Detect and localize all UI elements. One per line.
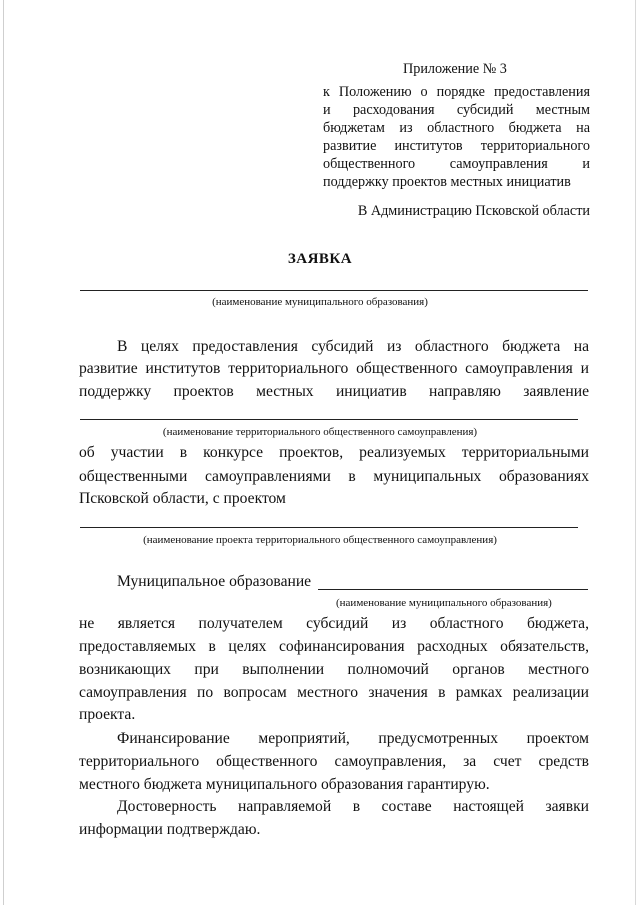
- project-name-blank-line: [80, 527, 578, 528]
- appendix-title: Приложение № 3: [403, 61, 507, 77]
- paragraph-line: Финансирование мероприятий, предусмотренных проектом: [117, 730, 589, 747]
- paragraph-line: Псковской области, с проектом: [79, 490, 286, 507]
- paragraph-line: территориального общественного самоуправления, за счет средств: [79, 753, 589, 770]
- paragraph-line: об участии в конкурсе проектов, реализуемых территориальными: [79, 444, 589, 461]
- addressee: В Администрацию Псковской области: [357, 203, 590, 219]
- paragraph-line: развитие институтов территориального общественного самоуправления и: [79, 360, 589, 377]
- municipality-caption-2: (наименование муниципального образования): [336, 597, 552, 609]
- paragraph-line: не является получателем субсидий из областного бюджета,: [79, 615, 589, 632]
- paragraph-line: проекта.: [79, 706, 136, 723]
- municipal-label: Муниципальное образование: [117, 573, 312, 590]
- appendix-line: общественного самоуправления и: [323, 156, 590, 172]
- appendix-line: к Положению о порядке предоставления: [323, 84, 590, 100]
- municipality-caption: (наименование муниципального образования): [212, 296, 428, 308]
- municipality-blank-line: [80, 290, 588, 291]
- municipality-blank-line-2: [318, 589, 588, 590]
- paragraph-line: общественными самоуправлениями в муниципальных образованиях: [79, 468, 589, 485]
- paragraph-line: поддержку проектов местных инициатив направляю заявление: [79, 383, 589, 400]
- paragraph-line: местного бюджета муниципального образования гарантирую.: [79, 776, 490, 793]
- paragraph-line: В целях предоставления субсидий из областного бюджета на: [117, 338, 589, 355]
- paragraph-line: информации подтверждаю.: [79, 821, 261, 838]
- paragraph-line: самоуправления по вопросам местного значения в рамках реализации: [79, 684, 589, 701]
- document-title: ЗАЯВКА: [287, 251, 353, 267]
- appendix-line: бюджетам из областного бюджета на: [323, 120, 590, 136]
- paragraph-line: возникающих при выполнении полномочий органов местного: [79, 661, 589, 678]
- appendix-line: развитие институтов территориального: [323, 138, 590, 154]
- tos-name-blank-line: [80, 419, 578, 420]
- tos-name-caption: (наименование территориального общественного самоуправления): [162, 426, 478, 438]
- appendix-line: поддержку проектов местных инициатив: [323, 174, 571, 190]
- scan-edge-right: [635, 0, 636, 905]
- appendix-header: [323, 60, 590, 191]
- project-name-caption: (наименование проекта территориального общественного самоуправления): [143, 534, 497, 546]
- paragraph-line: предоставляемых в целях софинансирования расходных обязательств,: [79, 638, 589, 655]
- appendix-line: и расходования субсидий местным: [323, 102, 590, 118]
- scan-edge-left: [3, 0, 4, 905]
- paragraph-line: Достоверность направляемой в составе настоящей заявки: [117, 798, 589, 815]
